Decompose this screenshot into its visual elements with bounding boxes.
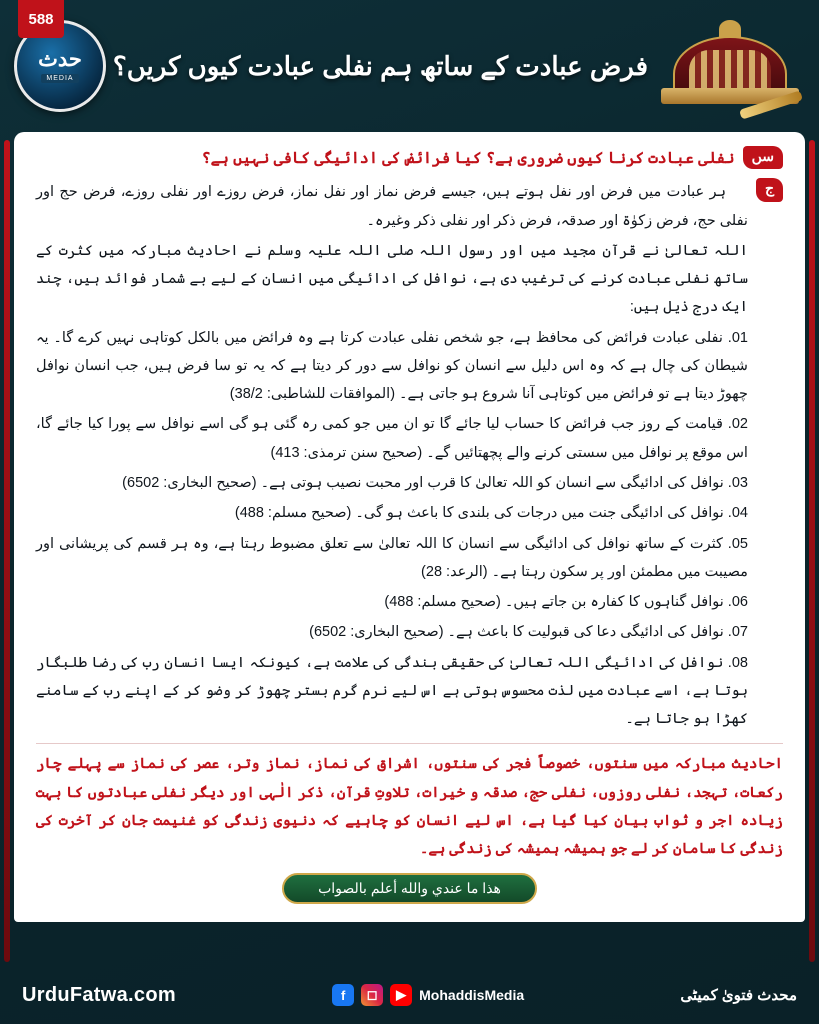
header: [0, 0, 819, 132]
answer-point: 06. نوافل گناہوں کا کفارہ بن جاتے ہیں۔ (صحیح مسلم: 488): [384, 594, 748, 611]
book-mosque-icon: [655, 16, 805, 116]
side-accent-left: [4, 140, 10, 962]
answer-paragraph: اللہ تعالیٰ نے قرآن مجید میں اور رسول اللہ صلی اللہ علیہ وسلم نے احادیث مبارکہ میں کثرت کے ساتھ نفلی عبادت کرنے کی ترغیب دی ہے، نوافل کی ادائیگی میں انسان کے لیے بے شمار فوائد ہیں، چند ایک درج ذیل ہیں:: [36, 242, 748, 316]
logo-main-text: حدث: [38, 48, 82, 71]
answer-row: [36, 178, 783, 735]
facebook-icon[interactable]: f: [332, 984, 354, 1006]
answer-point: 03. نوافل کی ادائیگی سے انسان کو اللہ تعالیٰ کا قرب اور محبت نصیب ہوتی ہے۔ (صحیح البخاری: 6502): [122, 475, 748, 491]
social-handle: MohaddisMedia: [419, 987, 525, 1003]
answer-point: 07. نوافل کی ادائیگی دعا کی قبولیت کا باعث ہے۔ (صحیح البخاری: 6502): [309, 624, 748, 641]
question-badge: سں: [743, 146, 783, 169]
dua-text: هذا ما عندي والله أعلم بالصواب: [282, 873, 537, 904]
page-number: 588: [18, 0, 64, 38]
content-card: [14, 132, 805, 922]
dua-container: [36, 873, 783, 904]
footer: [0, 966, 819, 1024]
answer-point: 04. نوافل کی ادائیگی جنت میں درجات کی بلندی کا باعث ہو گی۔ (صحیح مسلم: 488): [234, 505, 748, 522]
website-link[interactable]: UrduFatwa.com: [22, 983, 176, 1006]
logo-sub-text: MEDIA: [41, 74, 78, 83]
page-title: فرض عبادت کے ساتھ ہم نفلی عبادت کیوں کریں؟: [112, 50, 649, 81]
social-links: [332, 984, 524, 1006]
answer-point: 01. نفلی عبادت فرائض کی محافظ ہے، جو شخص نفلی عبادت کرتا ہے وہ فرائض میں بالکل کوتاہی نہیں کرے گا۔ یہ شیطان کی چال ہے کہ وہ اس دلیل سے انسان کو نوافل سے دور کر دیتا ہے کہ یہ تو سا فرض ہیں، جب انسان نوافل چھوڑ دیتا ہے تو فرائض میں کوتاہی آنا شروع ہو جاتی ہے۔ (الموافقات للشاطبی: 38/2): [36, 329, 748, 403]
side-accent-right: [809, 140, 815, 962]
answer-point: 02. قیامت کے روز جب فرائض کا حساب لیا جائے گا تو ان میں جو کمی رہ گئی ہو گی اسے نوافل سے پورا کیا جائے گا، اس موقع پر نوافل میں سستی کرنے والے پچھتائیں گے۔ (صحیح سنن ترمذی: 413): [36, 416, 748, 461]
question-row: [36, 146, 783, 172]
answer-point: 08. نوافل کی ادائیگی اللہ تعالیٰ کی حقیقی بندگی کی علامت ہے، کیونکہ ایسا انسان رب کی رضا طلبگار ہوتا ہے، اسے عبادت میں لذت محسوس ہوتی ہے اس لیے نرم گرم بستر چھوڑ کر وضو کر کے اپنے رب کے سامنے کھڑا ہو جاتا ہے۔: [36, 654, 748, 728]
answer-badge: ج: [756, 178, 783, 201]
youtube-icon[interactable]: ▶: [390, 984, 412, 1006]
instagram-icon[interactable]: ◻: [361, 984, 383, 1006]
answer-body: [36, 178, 748, 735]
answer-paragraph: ہر عبادت میں فرض اور نفل ہوتے ہیں، جیسے فرض نماز اور نفل نماز، فرض روزے اور نفلی روزے، فرض حج اور نفلی حج، فرض زکوٰۃ اور صدقہ، فرض ذکر اور نفلی ذکر وغیرہ۔: [36, 184, 748, 229]
committee-label: محدث فتویٰ کمیٹی: [680, 987, 797, 1004]
conclusion-text: احادیث مبارکہ میں سنتوں، خصوصاً فجر کی سنتوں، اشراق کی نماز، نماز وتر، عصر کی نماز سے پہلے چار رکعات، تہجد، نفلی روزوں، نفلی حج، صدقہ و خیرات، تلاوتِ قرآن، ذکر الٰہی اور دیگر نفلی عبادتوں کا بہت زیادہ اجر و ثواب بیان کیا گیا ہے، اس لیے انسان کو چاہیے کہ دنیوی زندگی کو غنیمت جان کر آخرت کی زندگی کا سامان کر لے جو ہمیشہ ہمیشہ کی زندگی ہے۔: [36, 743, 783, 863]
answer-point: 05. کثرت کے ساتھ نوافل کی ادائیگی سے انسان کا اللہ تعالیٰ سے تعلق مضبوط رہتا ہے، وہ ہر قسم کی پریشانی اور مصیبت میں مطمئن اور پر سکون رہتا ہے۔ (الرعد: 28): [36, 535, 748, 580]
question-text: نفلی عبادت کرنا کیوں ضروری ہے؟ کیا فرائض کی ادائیگی کافی نہیں ہے؟: [201, 150, 735, 167]
